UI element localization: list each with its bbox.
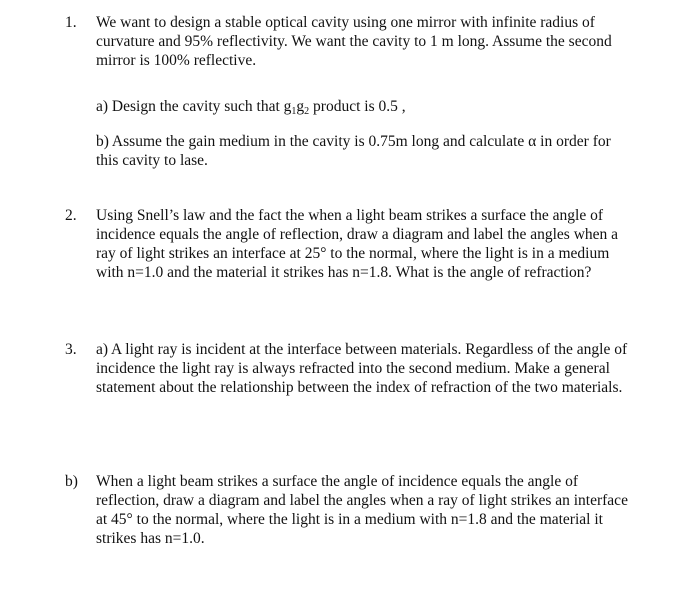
question-1-part-a: [96, 97, 666, 118]
question-number: 3.: [65, 341, 77, 358]
subscript: 1: [291, 106, 297, 117]
question-text: [96, 206, 666, 282]
text-line: statement about the relationship between the index of refraction of the two materials.: [96, 379, 623, 396]
question-1-part-b: [96, 132, 666, 170]
text-line: this cavity to lase.: [96, 152, 208, 169]
question-number: 1.: [65, 14, 77, 31]
question-text: [96, 13, 666, 70]
question-number: 2.: [65, 207, 77, 224]
text-line: incidence equals the angle of reflection, draw a diagram and label the angles when a: [96, 226, 619, 243]
text-line: reflection, draw a diagram and label the angles when a ray of light strikes an interface: [96, 492, 628, 509]
text-line: at 45° to the normal, where the light is in a medium with n=1.8 and the material it: [96, 511, 603, 528]
text-line: curvature and 95% reflectivity. We want the cavity to 1 m long. Assume the second: [96, 33, 612, 50]
text-line: incidence the light ray is always refracted into the second medium. Make a general: [96, 360, 610, 377]
text-line: a) A light ray is incident at the interface between materials. Regardless of the angle of: [96, 341, 628, 358]
text-line: Using Snell’s law and the fact the when a light beam strikes a surface the angle of: [96, 207, 604, 224]
text-line: ray of light strikes an interface at 25° to the normal, where the light is in a medium: [96, 245, 610, 262]
text-line: b) Assume the gain medium in the cavity is 0.75m long and calculate α in order for: [96, 133, 611, 150]
text-fragment: product is 0.5 ,: [309, 98, 406, 115]
text-line: mirror is 100% reflective.: [96, 52, 257, 69]
question-text: [96, 340, 666, 397]
text-line: We want to design a stable optical cavity using one mirror with infinite radius of: [96, 14, 595, 31]
text-line: strikes has n=1.0.: [96, 530, 205, 547]
subscript: 2: [304, 106, 310, 117]
text-line: with n=1.0 and the material it strikes has n=1.8. What is the angle of refraction?: [96, 264, 592, 281]
text-fragment: a) Design the cavity such that g: [96, 98, 292, 115]
text-fragment: g: [296, 98, 305, 115]
question-text: [96, 472, 666, 548]
text-line: When a light beam strikes a surface the angle of incidence equals the angle of: [96, 473, 579, 490]
text-line: [96, 97, 666, 118]
question-number: b): [65, 473, 78, 490]
